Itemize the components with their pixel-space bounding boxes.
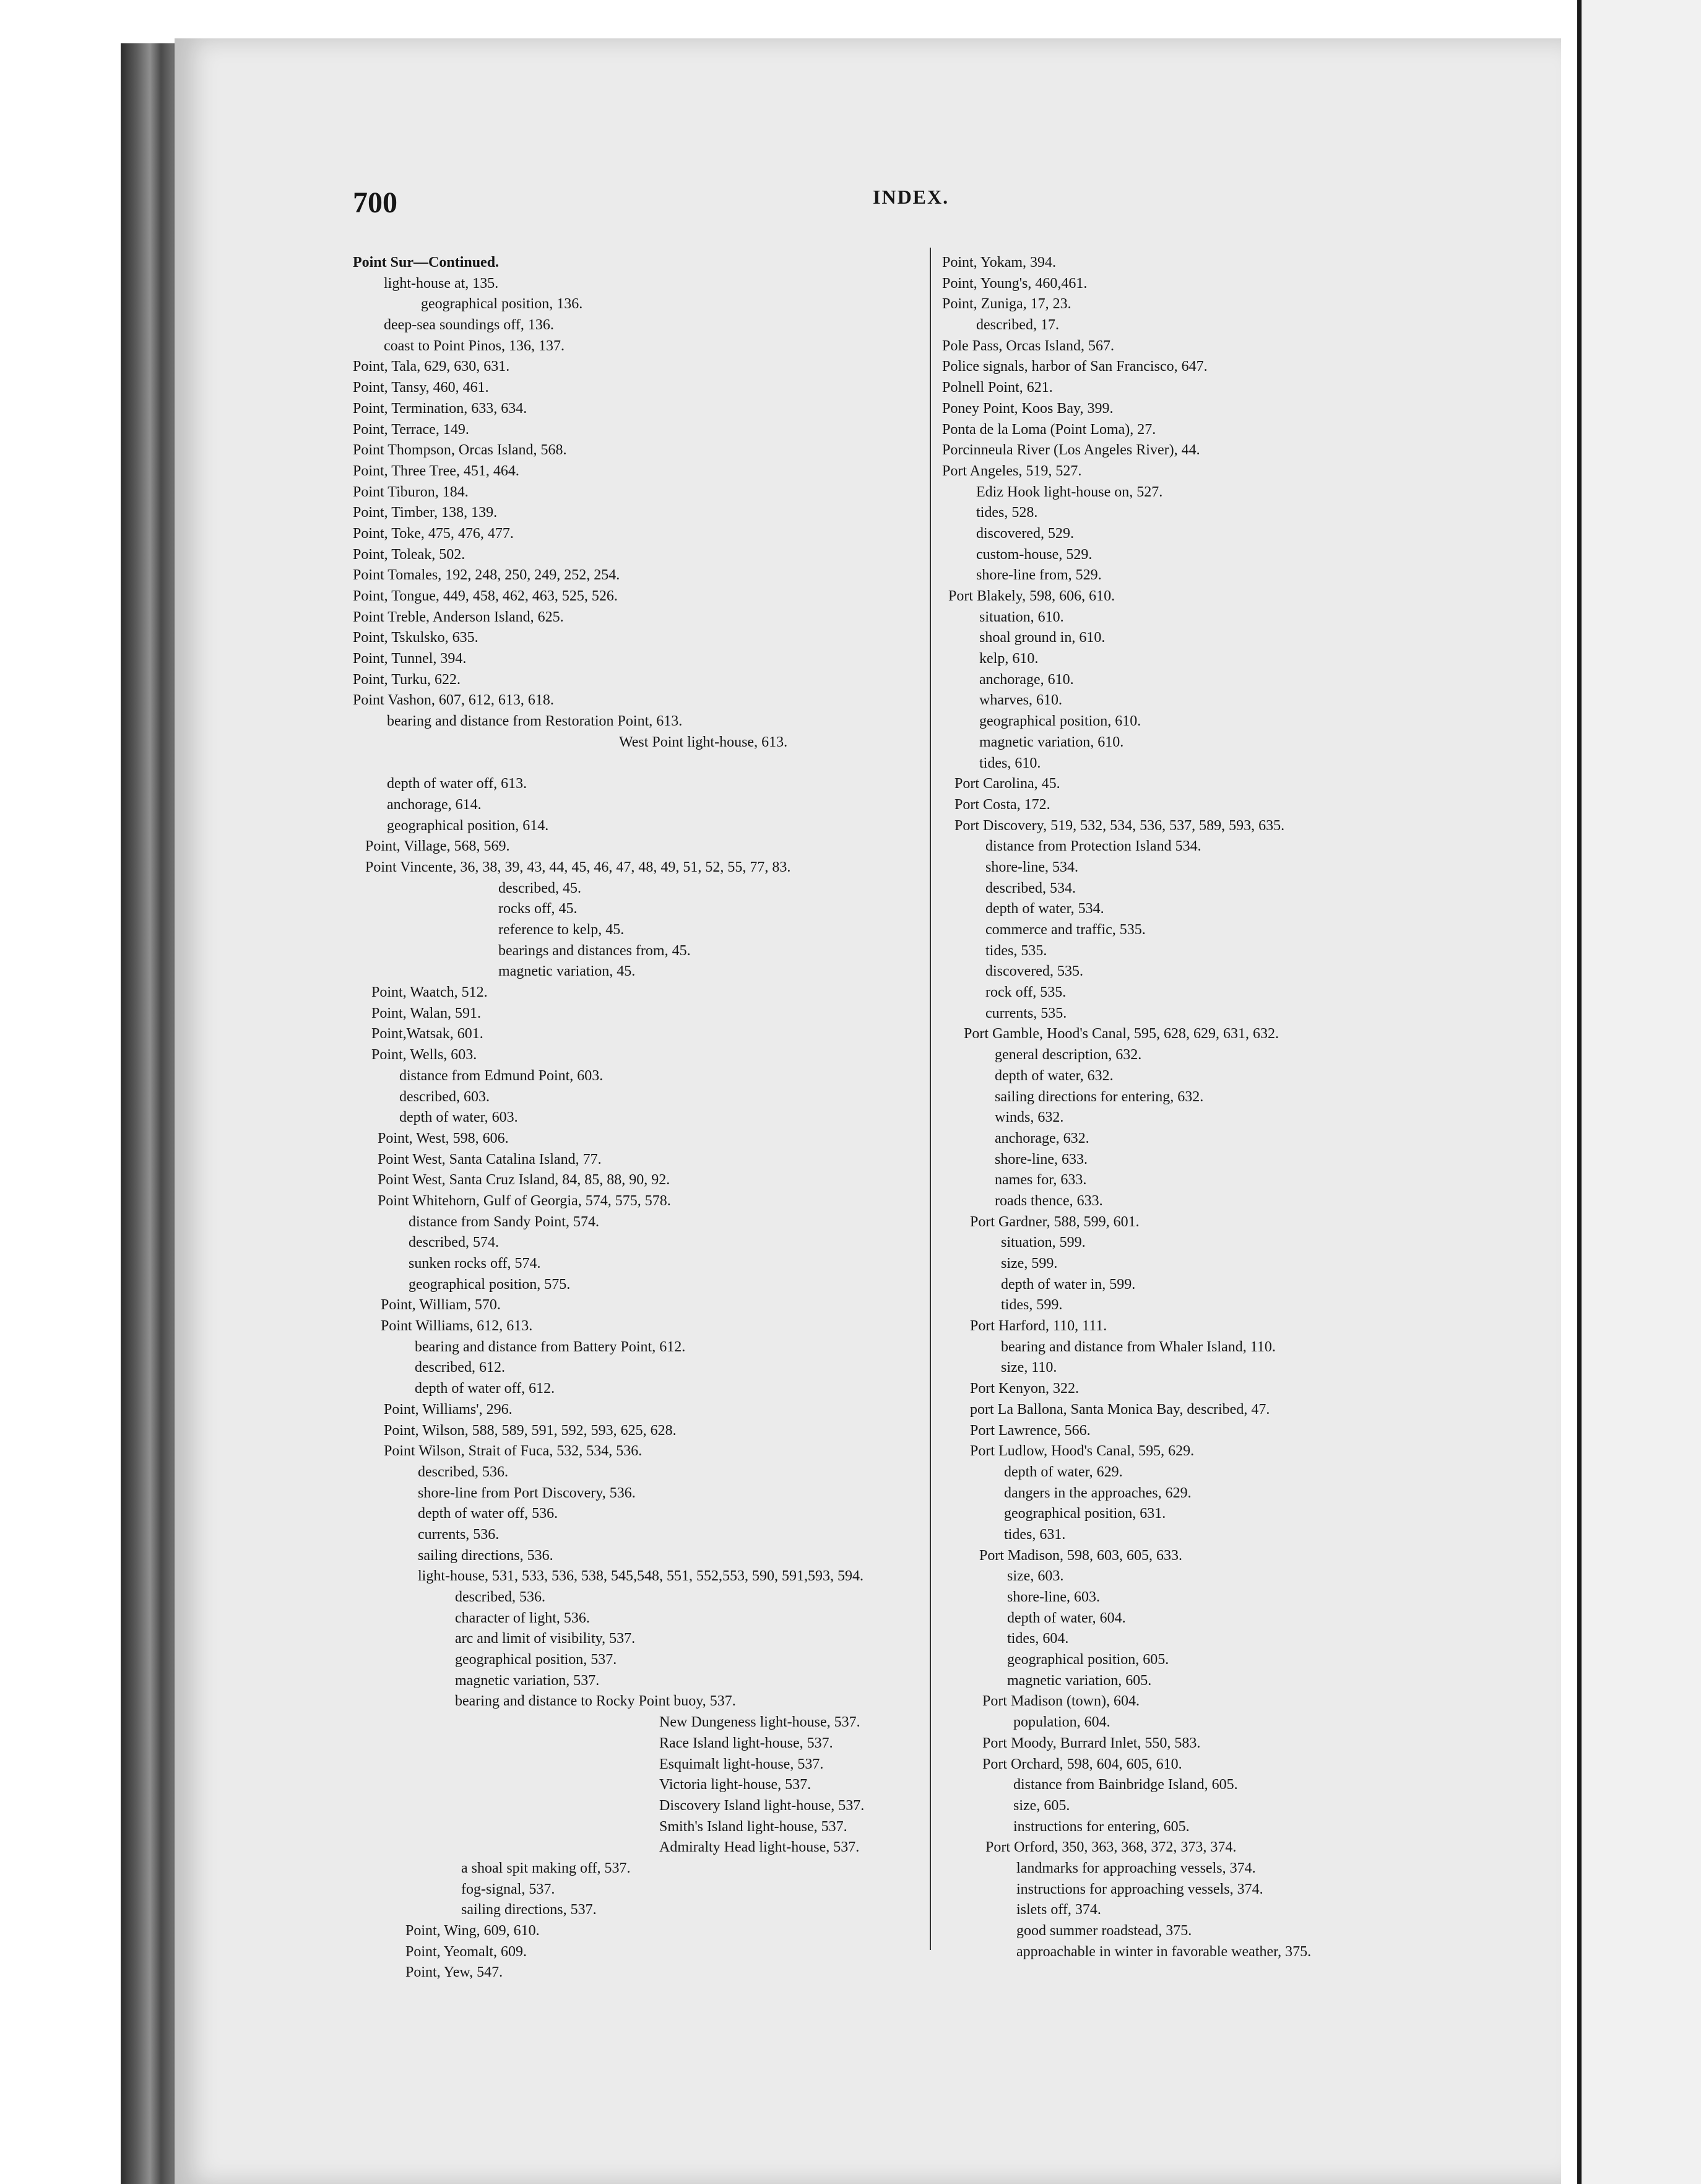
index-entry: Point, Walan, 591. (371, 1005, 481, 1021)
index-entry: discovered, 529. (976, 525, 1074, 542)
index-entry: Point, Williams', 296. (384, 1401, 513, 1418)
page-number: 700 (353, 186, 397, 219)
index-entry: shore-line, 603. (1007, 1589, 1100, 1605)
index-entry: bearing and distance from Restoration Point, 613. (387, 713, 683, 730)
index-entry: Point, Yokam, 394. (942, 254, 1057, 271)
index-entry: Port Kenyon, 322. (970, 1380, 1079, 1397)
index-entry: geographical position, 537. (455, 1652, 617, 1668)
index-entry: port La Ballona, Santa Monica Bay, described, 47. (970, 1401, 1270, 1418)
index-entry: size, 605. (1013, 1797, 1070, 1814)
index-column-right (942, 253, 1555, 1962)
index-entry: Port Blakely, 598, 606, 610. (948, 588, 1115, 604)
index-entry: Port Gamble, Hood's Canal, 595, 628, 629, 631, 632. (964, 1026, 1279, 1042)
index-entry: sunken rocks off, 574. (409, 1255, 541, 1272)
index-entry: Point Sur—Continued. (353, 254, 500, 271)
column-divider (930, 248, 931, 1950)
index-entry: Point Williams, 612, 613. (381, 1318, 533, 1335)
index-entry: islets off, 374. (1016, 1902, 1101, 1918)
index-entry: Point, Wing, 609, 610. (405, 1923, 540, 1939)
index-entry: size, 603. (1007, 1568, 1064, 1585)
index-column-left (353, 253, 922, 1983)
index-entry: Esquimalt light-house, 537. (659, 1756, 824, 1772)
index-entry: described, 534. (985, 880, 1076, 896)
index-entry: described, 536. (418, 1463, 508, 1480)
index-entry: distance from Bainbridge Island, 605. (1013, 1777, 1238, 1793)
index-entry: commerce and traffic, 535. (985, 922, 1146, 938)
index-entry: depth of water in, 599. (1001, 1276, 1136, 1293)
index-entry: tides, 604. (1007, 1631, 1069, 1647)
index-entry: sailing directions, 537. (461, 1902, 597, 1918)
index-entry: Smith's Island light-house, 537. (659, 1818, 847, 1835)
index-entry: Police signals, harbor of San Francisco, 647. (942, 358, 1208, 375)
index-entry: depth of water, 534. (985, 901, 1104, 917)
index-entry: Point, Turku, 622. (353, 671, 461, 688)
index-entry: good summer roadstead, 375. (1016, 1923, 1192, 1939)
index-entry: custom-house, 529. (976, 546, 1093, 563)
index-entry: general description, 632. (995, 1047, 1142, 1064)
index-entry: Race Island light-house, 537. (659, 1735, 833, 1751)
index-entry: Port Ludlow, Hood's Canal, 595, 629. (970, 1443, 1195, 1460)
index-entry: Point, Yew, 547. (405, 1964, 503, 1981)
index-entry: distance from Sandy Point, 574. (409, 1213, 599, 1230)
index-entry: Point, West, 598, 606. (378, 1130, 509, 1146)
index-entry: Point Tomales, 192, 248, 250, 249, 252, 254. (353, 567, 620, 584)
index-entry: geographical position, 614. (387, 817, 549, 834)
index-entry: Point Wilson, Strait of Fuca, 532, 534, 536. (384, 1443, 643, 1460)
index-entry: Point, Waatch, 512. (371, 984, 488, 1001)
index-entry: Point Vashon, 607, 612, 613, 618. (353, 692, 554, 709)
index-entry: Point, Terrace, 149. (353, 421, 469, 438)
index-entry: tides, 610. (979, 755, 1041, 771)
index-entry: rocks off, 45. (498, 901, 578, 917)
index-entry: landmarks for approaching vessels, 374. (1016, 1860, 1256, 1876)
index-entry: Port Moody, Burrard Inlet, 550, 583. (982, 1735, 1201, 1751)
index-entry: Port Angeles, 519, 527. (942, 462, 1082, 479)
index-entry: New Dungeness light-house, 537. (659, 1714, 860, 1731)
index-entry: shoal ground in, 610. (979, 630, 1106, 646)
index-entry: Point, Timber, 138, 139. (353, 505, 498, 521)
index-entry: shore-line from Port Discovery, 536. (418, 1484, 636, 1501)
index-entry: Point, Tansy, 460, 461. (353, 379, 489, 396)
index-entry: described, 536. (455, 1589, 545, 1605)
index-entry: geographical position, 610. (979, 713, 1141, 730)
index-entry: Point, Toke, 475, 476, 477. (353, 525, 514, 542)
index-entry: Point, Termination, 633, 634. (353, 400, 527, 417)
index-entry: bearings and distances from, 45. (498, 942, 691, 959)
index-entry: deep-sea soundings off, 136. (384, 317, 554, 334)
index-entry: described, 574. (409, 1234, 499, 1251)
index-entry: Point, Young's, 460,461. (942, 275, 1088, 292)
index-entry: Point, William, 570. (381, 1297, 501, 1314)
index-entry: magnetic variation, 610. (979, 734, 1124, 750)
index-entry: size, 599. (1001, 1255, 1058, 1272)
index-entry: Point Vincente, 36, 38, 39, 43, 44, 45, 46, 47, 48, 49, 51, 52, 55, 77, 83. (365, 859, 791, 875)
running-head: INDEX. (873, 186, 950, 208)
index-entry: Point, Tunnel, 394. (353, 651, 467, 667)
index-entry: wharves, 610. (979, 692, 1062, 709)
index-entry: Point Tiburon, 184. (353, 483, 469, 500)
index-entry: described, 603. (399, 1088, 490, 1105)
index-entry: Port Costa, 172. (954, 796, 1050, 813)
index-entry: bearing and distance to Rocky Point buoy, 537. (455, 1693, 736, 1710)
index-entry: depth of water, 604. (1007, 1610, 1126, 1626)
index-entry: geographical position, 605. (1007, 1652, 1169, 1668)
index-entry: Port Discovery, 519, 532, 534, 536, 537, 589, 593, 635. (954, 817, 1285, 834)
index-entry: Point West, Santa Cruz Island, 84, 85, 88, 90, 92. (378, 1172, 670, 1189)
index-entry: Port Harford, 110, 111. (970, 1318, 1107, 1335)
index-entry: roads thence, 633. (995, 1192, 1103, 1209)
index-entry: bearing and distance from Whaler Island, 110. (1001, 1338, 1276, 1355)
index-entry: Point, Wilson, 588, 589, 591, 592, 593, 625, 628. (384, 1422, 677, 1439)
index-entry: Point, Tala, 629, 630, 631. (353, 358, 510, 375)
index-entry: shore-line from, 529. (976, 567, 1102, 584)
index-entry: Poney Point, Koos Bay, 399. (942, 400, 1114, 417)
index-entry: anchorage, 614. (387, 796, 482, 813)
index-entry: Point, Zuniga, 17, 23. (942, 296, 1071, 313)
index-entry: size, 110. (1001, 1359, 1057, 1376)
index-entry: situation, 610. (979, 609, 1064, 625)
index-entry: Port Gardner, 588, 599, 601. (970, 1213, 1140, 1230)
index-entry: a shoal spit making off, 537. (461, 1860, 631, 1876)
index-entry: Point,Watsak, 601. (371, 1026, 483, 1042)
index-entry: rock off, 535. (985, 984, 1067, 1001)
index-entry: described, 612. (415, 1359, 505, 1376)
index-entry: Point, Village, 568, 569. (365, 838, 510, 855)
index-entry: Point, Tongue, 449, 458, 462, 463, 525, 526. (353, 588, 618, 604)
index-entry: currents, 535. (985, 1005, 1067, 1021)
index-entry: Port Orchard, 598, 604, 605, 610. (982, 1756, 1182, 1772)
index-entry: bearing and distance from Battery Point, 612. (415, 1338, 686, 1355)
index-entry: light-house, 531, 533, 536, 538, 545,548, 551, 552,553, 590, 591,593, 594. (418, 1568, 863, 1585)
index-entry: sailing directions for entering, 632. (995, 1088, 1204, 1105)
index-entry: coast to Point Pinos, 136, 137. (384, 337, 565, 354)
index-entry: distance from Protection Island 534. (985, 838, 1201, 855)
index-entry: Point Thompson, Orcas Island, 568. (353, 442, 567, 459)
index-entry: reference to kelp, 45. (498, 922, 625, 938)
index-entry: Ediz Hook light-house on, 527. (976, 483, 1163, 500)
index-entry: Point West, Santa Catalina Island, 77. (378, 1151, 602, 1168)
index-entry: fog-signal, 537. (461, 1881, 555, 1897)
index-entry: Pole Pass, Orcas Island, 567. (942, 337, 1114, 354)
index-entry: discovered, 535. (985, 963, 1083, 980)
index-entry: geographical position, 136. (421, 296, 583, 313)
index-entry: names for, 633. (995, 1172, 1087, 1189)
index-entry: distance from Edmund Point, 603. (399, 1067, 604, 1084)
index-entry: Ponta de la Loma (Point Loma), 27. (942, 421, 1156, 438)
index-entry: Victoria light-house, 537. (659, 1777, 812, 1793)
index-entry: Port Orford, 350, 363, 368, 372, 373, 374. (985, 1839, 1237, 1856)
index-entry: described, 45. (498, 880, 581, 896)
index-entry: Point Whitehorn, Gulf of Georgia, 574, 575, 578. (378, 1192, 671, 1209)
index-entry (353, 753, 922, 774)
index-entry: depth of water, 603. (399, 1109, 518, 1126)
index-entry: described, 17. (976, 317, 1059, 334)
index-entry: West Point light-house, 613. (619, 734, 788, 750)
index-entry: Port Lawrence, 566. (970, 1422, 1091, 1439)
index-entry: depth of water off, 536. (418, 1506, 558, 1522)
index-entry: dangers in the approaches, 629. (1004, 1484, 1192, 1501)
index-entry: geographical position, 575. (409, 1276, 571, 1293)
index-entry: tides, 535. (985, 942, 1047, 959)
index-entry: currents, 536. (418, 1526, 500, 1543)
index-entry: anchorage, 610. (979, 671, 1074, 688)
adjacent-page-edge (1577, 0, 1701, 2184)
index-entry: tides, 599. (1001, 1297, 1063, 1314)
index-entry: shore-line, 633. (995, 1151, 1088, 1168)
index-entry: winds, 632. (995, 1109, 1064, 1126)
index-entry: depth of water, 629. (1004, 1463, 1123, 1480)
index-entry: Point, Yeomalt, 609. (405, 1943, 527, 1960)
index-entry: Porcinneula River (Los Angeles River), 44. (942, 442, 1200, 459)
index-entry: Polnell Point, 621. (942, 379, 1053, 396)
index-entry: anchorage, 632. (995, 1130, 1089, 1146)
index-entry: light-house at, 135. (384, 275, 499, 292)
index-entry: sailing directions, 536. (418, 1547, 553, 1564)
index-entry: geographical position, 631. (1004, 1506, 1166, 1522)
index-entry: Point Treble, Anderson Island, 625. (353, 609, 564, 625)
index-entry: arc and limit of visibility, 537. (455, 1631, 636, 1647)
index-entry: depth of water off, 612. (415, 1380, 555, 1397)
index-entry: magnetic variation, 537. (455, 1672, 600, 1689)
index-entry: tides, 631. (1004, 1526, 1066, 1543)
index-entry: shore-line, 534. (985, 859, 1078, 875)
index-entry: Point, Tskulsko, 635. (353, 630, 478, 646)
index-entry: Port Madison (town), 604. (982, 1693, 1140, 1710)
index-entry: instructions for entering, 605. (1013, 1818, 1190, 1835)
index-entry: tides, 528. (976, 505, 1038, 521)
index-entry: magnetic variation, 605. (1007, 1672, 1152, 1689)
index-entry: Discovery Island light-house, 537. (659, 1797, 865, 1814)
index-entry: population, 604. (1013, 1714, 1110, 1731)
index-entry: kelp, 610. (979, 651, 1039, 667)
index-entry: magnetic variation, 45. (498, 963, 636, 980)
index-entry: instructions for approaching vessels, 374. (1016, 1881, 1263, 1897)
index-entry: situation, 599. (1001, 1234, 1086, 1251)
index-entry: Point, Toleak, 502. (353, 546, 465, 563)
index-entry: depth of water off, 613. (387, 776, 527, 792)
index-entry: Port Madison, 598, 603, 605, 633. (979, 1547, 1183, 1564)
index-entry: depth of water, 632. (995, 1067, 1114, 1084)
index-entry: approachable in winter in favorable weather, 375. (1016, 1943, 1312, 1960)
index-entry: Admiralty Head light-house, 537. (659, 1839, 860, 1856)
index-entry: Point, Three Tree, 451, 464. (353, 462, 519, 479)
index-entry: Point, Wells, 603. (371, 1047, 477, 1064)
index-entry: Port Carolina, 45. (954, 776, 1060, 792)
index-entry: character of light, 536. (455, 1610, 590, 1626)
